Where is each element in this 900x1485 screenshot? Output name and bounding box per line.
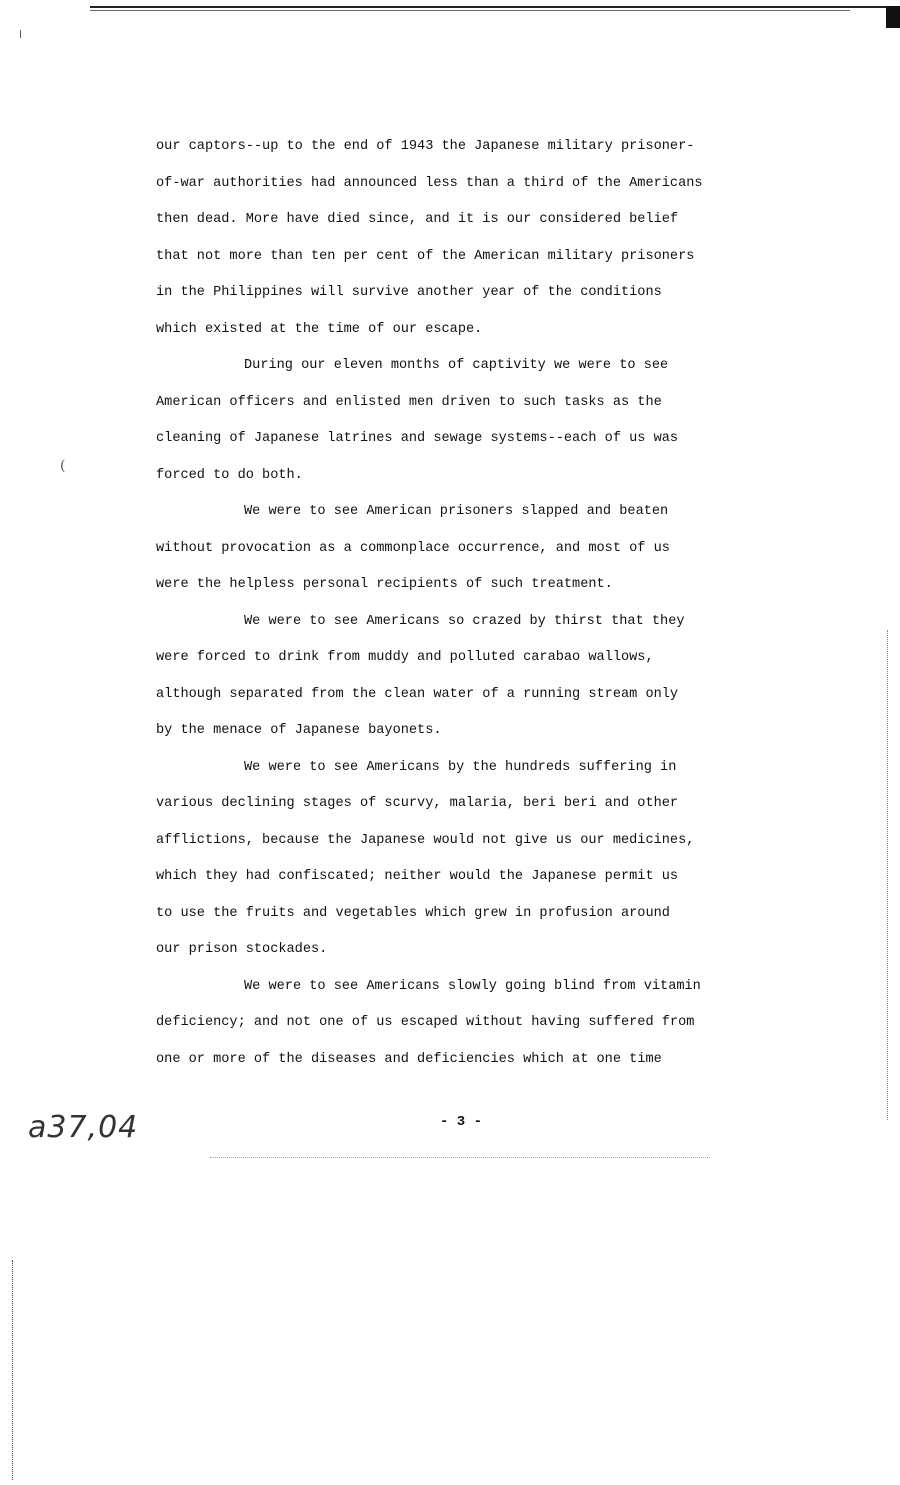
text-line: We were to see Americans by the hundreds suffering in: [244, 759, 677, 775]
scan-paren-artifact: (: [60, 458, 66, 474]
text-line: various declining stages of scurvy, malaria, beri beri and other: [156, 796, 679, 811]
scan-speck: [20, 30, 21, 38]
text-line: then dead. More have died since, and it is our considered belief: [156, 212, 679, 227]
text-line: were the helpless personal recipients of such treatment.: [156, 577, 613, 592]
text-line: forced to do both.: [156, 467, 303, 483]
text-line: of-war authorities had announced less than a third of the Americans: [156, 175, 703, 191]
text-line: cleaning of Japanese latrines and sewage systems--each of us was: [156, 431, 679, 446]
text-line: our prison stockades.: [156, 942, 328, 957]
text-line: We were to see Americans so crazed by thirst that they: [244, 613, 685, 629]
text-line: American officers and enlisted men driven to such tasks as the: [156, 394, 662, 410]
scan-right-edge: [887, 630, 888, 1120]
text-line: During our eleven months of captivity we were to see: [244, 358, 669, 373]
text-line: were forced to drink from muddy and polluted carabao wallows,: [156, 650, 654, 665]
body-text: [156, 129, 776, 1078]
text-line: which existed at the time of our escape.: [156, 321, 483, 337]
text-line: We were to see American prisoners slapped and beaten: [244, 504, 669, 519]
text-line: afflictions, because the Japanese would not give us our medicines,: [156, 832, 695, 848]
text-line: deficiency; and not one of us escaped without having suffered from: [156, 1015, 695, 1030]
archive-reference-handwritten: a37,04: [28, 1110, 139, 1145]
text-line: We were to see Americans slowly going blind from vitamin: [244, 978, 701, 994]
text-line: although separated from the clean water of a running stream only: [156, 686, 679, 702]
text-line: one or more of the diseases and deficiencies which at one time: [156, 1051, 662, 1067]
page-number: - 3 -: [440, 1114, 483, 1130]
text-line: to use the fruits and vegetables which grew in profusion around: [156, 905, 670, 921]
text-line: by the menace of Japanese bayonets.: [156, 723, 442, 738]
scan-bottom-artifact: [210, 1157, 710, 1158]
text-line: without provocation as a commonplace occurrence, and most of us: [156, 540, 670, 556]
text-line: in the Philippines will survive another year of the conditions: [156, 285, 662, 300]
scan-top-rule: [90, 6, 890, 8]
text-line: our captors--up to the end of 1943 the Japanese military prisoner-: [156, 139, 695, 154]
scan-top-rule-secondary: [90, 10, 850, 11]
text-line: that not more than ten per cent of the American military prisoners: [156, 248, 695, 264]
scan-left-edge: [12, 1260, 13, 1480]
text-line: which they had confiscated; neither would the Japanese permit us: [156, 869, 679, 884]
scan-corner-mark: [886, 6, 900, 28]
